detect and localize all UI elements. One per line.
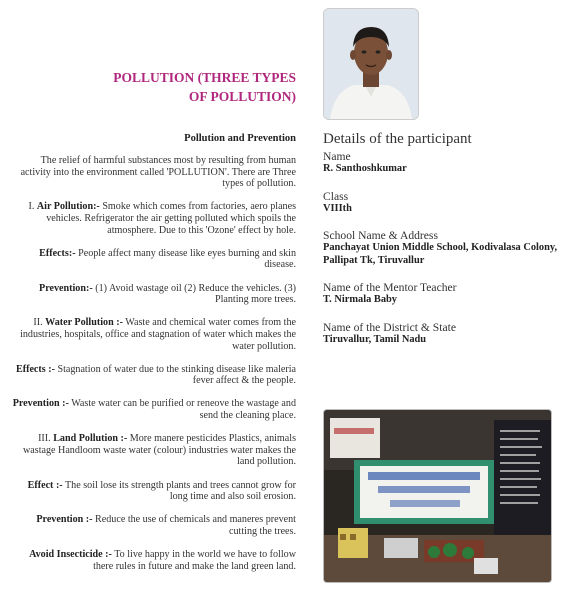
- portrait-image: [324, 9, 418, 119]
- class-value: VIIIth: [323, 202, 352, 214]
- title-line-1: POLLUTION (THREE TYPES: [113, 70, 296, 85]
- prevention-3-label: Prevention :-: [36, 514, 93, 526]
- exhibit-photo: [323, 409, 552, 583]
- water-pollution-paragraph: [10, 317, 296, 352]
- air-text: Smoke which comes from factories, aero planes vehicles. Refrigerator the air getting polluted which spoils the atmosphere. Due to this 'Ozone' effect by hole.: [46, 201, 296, 236]
- article-body: [10, 155, 296, 584]
- prevention-2-text: Waste water can be purified or reneove the wastage and send the cleaning place.: [68, 398, 296, 422]
- details-heading: Details of the participant: [323, 131, 472, 147]
- avoid-text: To live happy in the world we have to follow there rules in future and make the land green land.: [93, 549, 296, 572]
- school-label: School Name & Address: [323, 229, 438, 242]
- effects-2-text: Stagnation of water due to the stinking disease like maleria fever affect & the people.: [54, 363, 296, 387]
- mentor-value: T. Nirmala Baby: [323, 294, 397, 305]
- effects-1-label: Effects:-: [39, 247, 76, 259]
- effects-1-paragraph: [10, 248, 296, 271]
- participant-details: [323, 131, 558, 346]
- participant-photo: [323, 8, 419, 120]
- land-label: Land Pollution :-: [53, 433, 128, 445]
- subheading: Pollution and Prevention: [184, 133, 296, 144]
- effect-3-paragraph: [10, 480, 296, 503]
- prevention-2-paragraph: [10, 398, 296, 421]
- name-label: Name: [323, 150, 351, 163]
- prevention-2-label: Prevention :-: [12, 398, 69, 410]
- air-label: Air Pollution:-: [36, 201, 100, 213]
- water-text: Waste and chemical water comes from the industries, hospitals, office and stagnation of water which makes the water pollution.: [20, 317, 296, 352]
- effect-3-text: The soil lose its strength plants and trees cannot grow for long time and also soil erosion.: [62, 479, 296, 503]
- avoid-insecticide-paragraph: [10, 549, 296, 572]
- class-label: Class: [323, 189, 349, 203]
- avoid-label: Avoid Insecticide :-: [29, 549, 112, 561]
- article-title: [60, 68, 296, 106]
- air-prefix: I.: [28, 201, 37, 213]
- district-label: Name of the District & State: [323, 320, 456, 334]
- effects-1-text: People affect many disease like eyes burning and skin disease.: [75, 247, 296, 271]
- effects-2-label: Effects :-: [15, 363, 55, 375]
- land-pollution-paragraph: [10, 433, 296, 468]
- effects-2-paragraph: [10, 364, 296, 387]
- exhibit-image: [324, 410, 551, 582]
- prevention-1-paragraph: [10, 283, 296, 306]
- water-label: Water Pollution :-: [45, 317, 123, 329]
- name-value: R. Santhoshkumar: [323, 163, 407, 174]
- land-text: More manere pesticides Plastics, animals wastage Handloom waste water (colour) industries water makes the land pollution.: [23, 433, 296, 468]
- prevention-1-label: Prevention:-: [39, 282, 93, 294]
- prevention-1-text: (1) Avoid wastage oil (2) Reduce the vehicles. (3) Planting more trees.: [92, 282, 296, 306]
- effect-3-label: Effect :-: [27, 479, 63, 491]
- air-pollution-paragraph: [10, 201, 296, 236]
- district-value: Tiruvallur, Tamil Nadu: [323, 333, 427, 345]
- prevention-3-text: Reduce the use of chemicals and maneres prevent cutting the trees.: [92, 514, 296, 537]
- mentor-label: Name of the Mentor Teacher: [323, 281, 457, 294]
- intro-paragraph: The relief of harmful substances most by resulting from human activity into the environment called 'POLLUTION'. There are Three types of pollution.: [20, 155, 296, 190]
- title-line-2: OF POLLUTION): [188, 89, 296, 104]
- prevention-3-paragraph: [10, 514, 296, 537]
- land-prefix: III.: [38, 433, 54, 445]
- school-value: Panchayat Union Middle School, Kodivalasa Colony, Pallipat Tk, Tiruvallur: [323, 242, 558, 266]
- water-prefix: II.: [33, 317, 46, 329]
